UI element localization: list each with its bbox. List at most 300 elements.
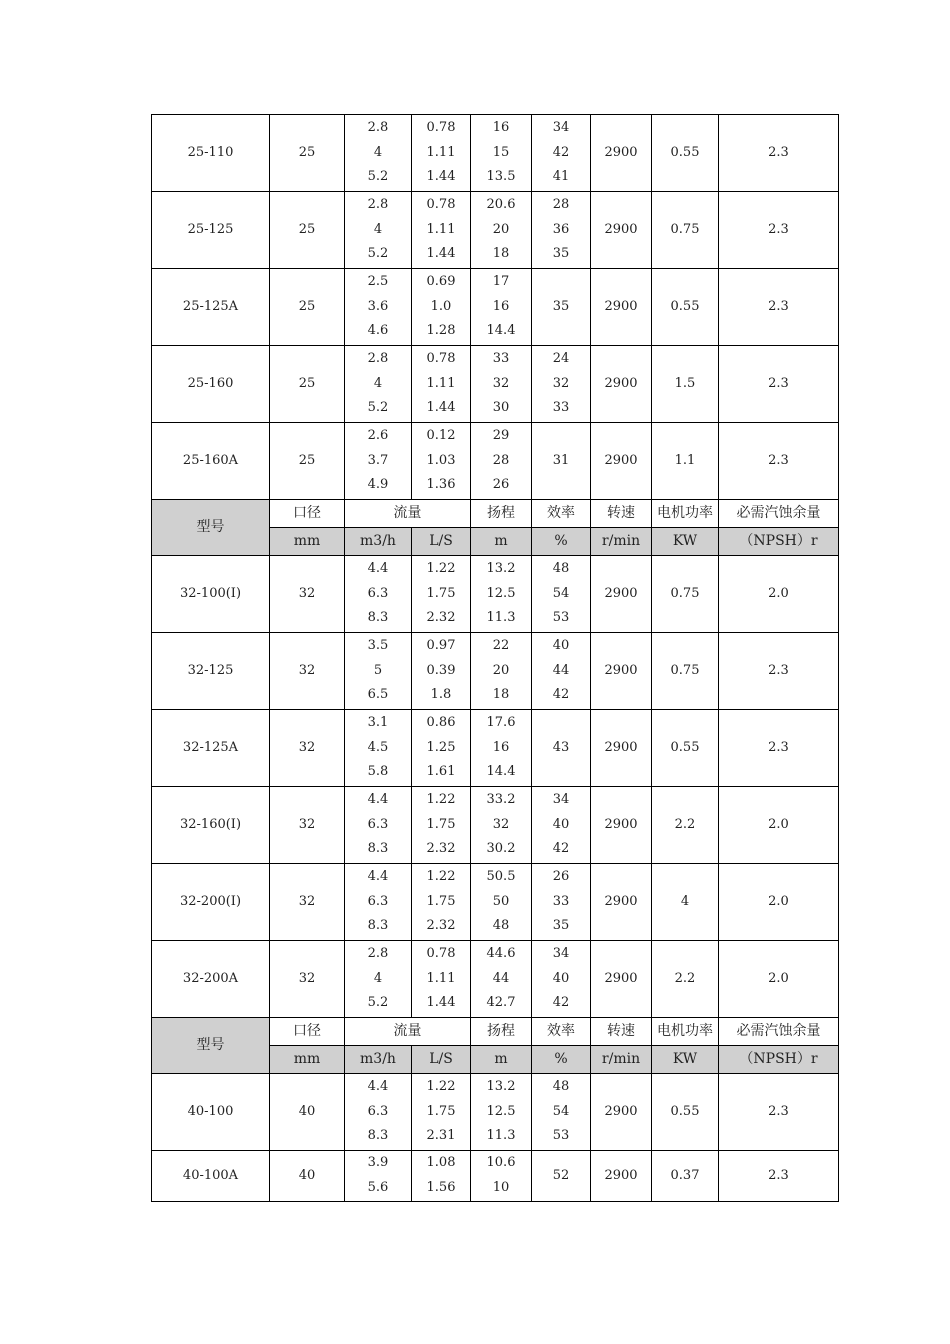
header-row [152,500,839,528]
flow-m3h-cell [345,1074,412,1151]
unit-head: m [471,528,532,556]
head-cell-value: 11.3 [486,610,516,626]
flow-ls-cell-value: 1.56 [426,1180,456,1195]
head-cell-value: 17.6 [486,714,516,730]
motor-power-cell: 1.5 [652,346,719,423]
efficiency-cell-value: 53 [552,1128,570,1144]
head-cell [471,346,532,423]
efficiency-cell-value: 40 [552,637,570,653]
table-row [152,192,839,269]
flow-ls-cell-value: 2.32 [426,918,456,934]
motor-power-cell: 2.2 [652,787,719,864]
efficiency-cell-value: 33 [552,400,570,416]
speed-cell: 2900 [591,192,652,269]
efficiency-cell [532,192,591,269]
flow-ls-cell-value: 0.86 [426,714,456,730]
flow-m3h-cell [345,710,412,787]
efficiency-cell-value: 24 [552,350,570,366]
efficiency-cell-value: 34 [552,791,570,807]
flow-ls-cell [412,864,471,941]
head-cell-value: 32 [492,375,510,391]
npsh-cell: 2.3 [719,115,839,192]
flow-ls-cell-value: 1.44 [426,995,456,1011]
model-cell: 32-100(I) [152,556,270,633]
flow-m3h-cell-value: 8.3 [367,1128,389,1144]
flow-m3h-cell-value: 3.1 [367,714,389,730]
efficiency-cell-value: 28 [552,196,570,212]
head-cell-value: 30.2 [486,841,516,857]
motor-power-cell: 0.55 [652,1074,719,1151]
flow-ls-cell-value: 1.22 [426,791,456,807]
table-row [152,115,839,192]
head-cell-value: 20.6 [486,196,516,212]
head-cell [471,192,532,269]
model-cell: 32-160(I) [152,787,270,864]
table-row [152,1151,839,1202]
flow-m3h-cell-value: 4.4 [367,791,389,807]
head-cell-value: 16 [492,119,510,135]
unit-motor-power: KW [652,1046,719,1074]
flow-m3h-cell-value: 5.6 [367,1180,389,1195]
head-cell [471,423,532,500]
flow-m3h-cell-value: 5.8 [367,764,389,780]
head-cell-value: 50.5 [486,868,516,884]
head-cell-value: 18 [492,246,510,262]
efficiency-cell [532,787,591,864]
flow-ls-cell [412,192,471,269]
head-cell-value: 13.2 [486,560,516,576]
flow-m3h-cell-value: 5.2 [367,169,389,185]
efficiency-cell-value: 44 [552,662,570,678]
flow-m3h-cell-value: 2.8 [367,196,389,212]
flow-ls-cell-value: 1.8 [430,687,452,703]
flow-m3h-cell-value: 4 [373,144,383,160]
npsh-cell: 2.3 [719,1074,839,1151]
npsh-cell: 2.3 [719,633,839,710]
efficiency-cell-value: 48 [552,560,570,576]
pump-performance-table [151,114,839,1202]
speed-cell: 2900 [591,1074,652,1151]
speed-cell: 2900 [591,1151,652,1202]
head-cell [471,864,532,941]
efficiency-cell-value: 42 [552,995,570,1011]
flow-ls-cell-value: 0.78 [426,119,456,135]
flow-m3h-cell-value: 2.8 [367,350,389,366]
flow-ls-cell-value: 1.61 [426,764,456,780]
head-cell-value: 13.2 [486,1078,516,1094]
efficiency-cell [532,710,591,787]
unit-efficiency: % [532,528,591,556]
efficiency-cell-value: 35 [552,298,570,314]
flow-m3h-cell-value: 4 [373,375,383,391]
model-cell: 25-110 [152,115,270,192]
head-cell-value: 33.2 [486,791,516,807]
motor-power-cell: 0.37 [652,1151,719,1202]
header-diameter: 口径 [270,1018,345,1046]
head-cell-value: 12.5 [486,585,516,601]
head-cell-value: 28 [492,452,510,468]
flow-m3h-cell-value: 6.5 [367,687,389,703]
unit-diameter: mm [270,1046,345,1074]
speed-cell: 2900 [591,556,652,633]
flow-ls-cell-value: 1.11 [426,375,456,391]
unit-flow-ls: L/S [412,528,471,556]
efficiency-cell-value: 40 [552,816,570,832]
flow-ls-cell-value: 1.36 [426,477,456,493]
flow-ls-cell-value: 1.75 [426,585,456,601]
motor-power-cell: 0.75 [652,556,719,633]
table-row [152,346,839,423]
flow-ls-cell-value: 0.39 [426,662,456,678]
efficiency-cell-value: 54 [552,585,570,601]
flow-ls-cell-value: 0.12 [426,427,456,443]
efficiency-cell-value: 35 [552,246,570,262]
model-cell: 25-125A [152,269,270,346]
diameter-cell: 25 [270,115,345,192]
head-cell [471,941,532,1018]
motor-power-cell: 4 [652,864,719,941]
header-model: 型号 [152,1018,270,1074]
head-cell [471,556,532,633]
flow-ls-cell [412,941,471,1018]
unit-flow-ls: L/S [412,1046,471,1074]
flow-m3h-cell-value: 3.5 [367,637,389,653]
unit-npsh: （NPSH）r [719,528,839,556]
flow-m3h-cell-value: 8.3 [367,918,389,934]
npsh-cell: 2.3 [719,269,839,346]
speed-cell: 2900 [591,423,652,500]
flow-ls-cell-value: 1.44 [426,246,456,262]
header-speed: 转速 [591,1018,652,1046]
flow-ls-cell-value: 1.75 [426,816,456,832]
model-cell: 25-160A [152,423,270,500]
efficiency-cell [532,556,591,633]
flow-m3h-cell-value: 3.7 [367,452,389,468]
flow-ls-cell-value: 1.11 [426,144,456,160]
model-cell: 32-200A [152,941,270,1018]
npsh-cell: 2.3 [719,346,839,423]
unit-diameter: mm [270,528,345,556]
diameter-cell: 40 [270,1074,345,1151]
head-cell-value: 29 [492,427,510,443]
flow-ls-cell-value: 1.0 [430,298,452,314]
flow-m3h-cell-value: 2.6 [367,427,389,443]
motor-power-cell: 0.55 [652,269,719,346]
head-cell-value: 22 [492,637,510,653]
flow-m3h-cell-value: 5.2 [367,995,389,1011]
efficiency-cell [532,941,591,1018]
npsh-cell: 2.0 [719,787,839,864]
model-cell: 32-200(I) [152,864,270,941]
efficiency-cell [532,423,591,500]
table-row [152,864,839,941]
flow-m3h-cell-value: 2.5 [367,273,389,289]
unit-flow-m3h: m3/h [345,1046,412,1074]
diameter-cell: 40 [270,1151,345,1202]
head-cell-value: 16 [492,298,510,314]
flow-ls-cell-value: 0.78 [426,196,456,212]
table-row [152,941,839,1018]
flow-ls-cell-value: 0.78 [426,350,456,366]
header-speed: 转速 [591,500,652,528]
diameter-cell: 32 [270,941,345,1018]
flow-m3h-cell [345,864,412,941]
flow-m3h-cell-value: 4 [373,970,383,986]
flow-m3h-cell-value: 5.2 [367,246,389,262]
pump-spec-sheet [151,114,838,1202]
flow-ls-cell-value: 1.03 [426,452,456,468]
head-cell-value: 15 [492,144,510,160]
flow-ls-cell-value: 1.75 [426,893,456,909]
head-cell [471,633,532,710]
flow-m3h-cell-value: 3.6 [367,298,389,314]
npsh-cell: 2.0 [719,864,839,941]
motor-power-cell: 0.75 [652,192,719,269]
flow-m3h-cell-value: 5 [373,662,383,678]
npsh-cell: 2.3 [719,423,839,500]
efficiency-cell-value: 42 [552,841,570,857]
motor-power-cell: 0.55 [652,710,719,787]
table-row [152,633,839,710]
head-cell-value: 14.4 [486,764,516,780]
efficiency-cell-value: 26 [552,868,570,884]
speed-cell: 2900 [591,115,652,192]
flow-m3h-cell-value: 8.3 [367,610,389,626]
efficiency-cell-value: 40 [552,970,570,986]
head-cell-value: 33 [492,350,510,366]
flow-ls-cell-value: 0.78 [426,945,456,961]
flow-m3h-cell-value: 3.9 [367,1155,389,1171]
efficiency-cell-value: 42 [552,687,570,703]
model-cell: 25-160 [152,346,270,423]
efficiency-cell [532,864,591,941]
diameter-cell: 32 [270,633,345,710]
flow-m3h-cell [345,346,412,423]
unit-flow-m3h: m3/h [345,528,412,556]
flow-m3h-cell-value: 4.4 [367,1078,389,1094]
flow-m3h-cell-value: 6.3 [367,816,389,832]
flow-ls-cell-value: 2.32 [426,841,456,857]
flow-m3h-cell-value: 2.8 [367,945,389,961]
speed-cell: 2900 [591,941,652,1018]
unit-speed: r/min [591,1046,652,1074]
flow-ls-cell [412,423,471,500]
head-cell [471,115,532,192]
flow-ls-cell [412,115,471,192]
head-cell-value: 10.6 [486,1155,516,1171]
table-row [152,1074,839,1151]
npsh-cell: 2.3 [719,192,839,269]
npsh-cell: 2.3 [719,1151,839,1202]
diameter-cell: 32 [270,556,345,633]
head-cell-value: 12.5 [486,1103,516,1119]
table-row [152,710,839,787]
head-cell-value: 30 [492,400,510,416]
head-cell-value: 14.4 [486,323,516,339]
npsh-cell: 2.0 [719,556,839,633]
flow-ls-cell [412,1151,471,1202]
head-cell [471,787,532,864]
flow-ls-cell-value: 1.25 [426,739,456,755]
npsh-cell: 2.3 [719,710,839,787]
speed-cell: 2900 [591,633,652,710]
flow-ls-cell-value: 1.11 [426,221,456,237]
head-cell-value: 48 [492,918,510,934]
header-motor-power: 电机功率 [652,1018,719,1046]
flow-m3h-cell-value: 4 [373,221,383,237]
flow-ls-cell-value: 1.44 [426,169,456,185]
model-cell: 25-125 [152,192,270,269]
table-body [152,115,839,1202]
speed-cell: 2900 [591,269,652,346]
header-efficiency: 效率 [532,1018,591,1046]
flow-m3h-cell [345,115,412,192]
flow-m3h-cell [345,423,412,500]
diameter-cell: 25 [270,423,345,500]
flow-ls-cell [412,269,471,346]
speed-cell: 2900 [591,787,652,864]
diameter-cell: 25 [270,269,345,346]
flow-m3h-cell [345,192,412,269]
head-cell-value: 20 [492,662,510,678]
header-npsh: 必需汽蚀余量 [719,500,839,528]
flow-m3h-cell [345,556,412,633]
flow-ls-cell [412,556,471,633]
header-head: 扬程 [471,500,532,528]
header-row [152,1018,839,1046]
unit-npsh: （NPSH）r [719,1046,839,1074]
efficiency-cell-value: 42 [552,144,570,160]
diameter-cell: 32 [270,710,345,787]
unit-head: m [471,1046,532,1074]
header-flow: 流量 [345,1018,471,1046]
efficiency-cell [532,115,591,192]
head-cell-value: 18 [492,687,510,703]
flow-m3h-cell [345,269,412,346]
efficiency-cell-value: 43 [552,739,570,755]
flow-m3h-cell [345,633,412,710]
efficiency-cell-value: 33 [552,893,570,909]
npsh-cell: 2.0 [719,941,839,1018]
header-diameter: 口径 [270,500,345,528]
speed-cell: 2900 [591,864,652,941]
head-cell [471,269,532,346]
efficiency-cell-value: 54 [552,1103,570,1119]
flow-ls-cell-value: 0.69 [426,273,456,289]
table-row [152,556,839,633]
head-cell-value: 50 [492,893,510,909]
flow-m3h-cell [345,941,412,1018]
efficiency-cell-value: 52 [552,1167,570,1183]
unit-motor-power: KW [652,528,719,556]
motor-power-cell: 0.55 [652,115,719,192]
efficiency-cell-value: 48 [552,1078,570,1094]
efficiency-cell [532,269,591,346]
flow-m3h-cell-value: 4.4 [367,560,389,576]
head-cell-value: 17 [492,273,510,289]
flow-ls-cell [412,1074,471,1151]
efficiency-cell-value: 53 [552,610,570,626]
flow-m3h-cell-value: 6.3 [367,585,389,601]
efficiency-cell-value: 34 [552,119,570,135]
motor-power-cell: 2.2 [652,941,719,1018]
flow-ls-cell-value: 1.28 [426,323,456,339]
efficiency-cell-value: 31 [552,452,570,468]
flow-m3h-cell-value: 5.2 [367,400,389,416]
flow-m3h-cell-value: 4.5 [367,739,389,755]
flow-ls-cell-value: 1.44 [426,400,456,416]
efficiency-cell-value: 34 [552,945,570,961]
diameter-cell: 25 [270,192,345,269]
head-cell-value: 26 [492,477,510,493]
header-model: 型号 [152,500,270,556]
efficiency-cell [532,633,591,710]
flow-ls-cell-value: 1.75 [426,1103,456,1119]
flow-ls-cell-value: 1.22 [426,560,456,576]
speed-cell: 2900 [591,346,652,423]
flow-ls-cell [412,710,471,787]
efficiency-cell [532,1151,591,1202]
efficiency-cell-value: 36 [552,221,570,237]
motor-power-cell: 0.75 [652,633,719,710]
head-cell-value: 10 [492,1180,510,1195]
efficiency-cell [532,346,591,423]
head-cell [471,1074,532,1151]
flow-ls-cell-value: 2.31 [426,1128,456,1144]
flow-ls-cell-value: 2.32 [426,610,456,626]
flow-m3h-cell-value: 2.8 [367,119,389,135]
diameter-cell: 25 [270,346,345,423]
flow-ls-cell-value: 1.22 [426,1078,456,1094]
model-cell: 40-100A [152,1151,270,1202]
head-cell-value: 16 [492,739,510,755]
flow-m3h-cell-value: 4.4 [367,868,389,884]
head-cell-value: 42.7 [486,995,516,1011]
table-row [152,269,839,346]
head-cell [471,710,532,787]
model-cell: 40-100 [152,1074,270,1151]
diameter-cell: 32 [270,787,345,864]
flow-m3h-cell [345,1151,412,1202]
flow-m3h-cell-value: 4.6 [367,323,389,339]
flow-ls-cell-value: 1.22 [426,868,456,884]
model-cell: 32-125A [152,710,270,787]
head-cell-value: 44 [492,970,510,986]
efficiency-cell-value: 41 [552,169,570,185]
header-efficiency: 效率 [532,500,591,528]
table-row [152,787,839,864]
speed-cell: 2900 [591,710,652,787]
head-cell-value: 32 [492,816,510,832]
header-head: 扬程 [471,1018,532,1046]
head-cell-value: 13.5 [486,169,516,185]
flow-m3h-cell-value: 6.3 [367,893,389,909]
diameter-cell: 32 [270,864,345,941]
flow-ls-cell-value: 0.97 [426,637,456,653]
motor-power-cell: 1.1 [652,423,719,500]
flow-ls-cell [412,346,471,423]
head-cell-value: 44.6 [486,945,516,961]
head-cell-value: 11.3 [486,1128,516,1144]
header-motor-power: 电机功率 [652,500,719,528]
unit-speed: r/min [591,528,652,556]
flow-m3h-cell [345,787,412,864]
table-row [152,423,839,500]
flow-ls-cell [412,633,471,710]
header-npsh: 必需汽蚀余量 [719,1018,839,1046]
head-cell-value: 20 [492,221,510,237]
unit-efficiency: % [532,1046,591,1074]
